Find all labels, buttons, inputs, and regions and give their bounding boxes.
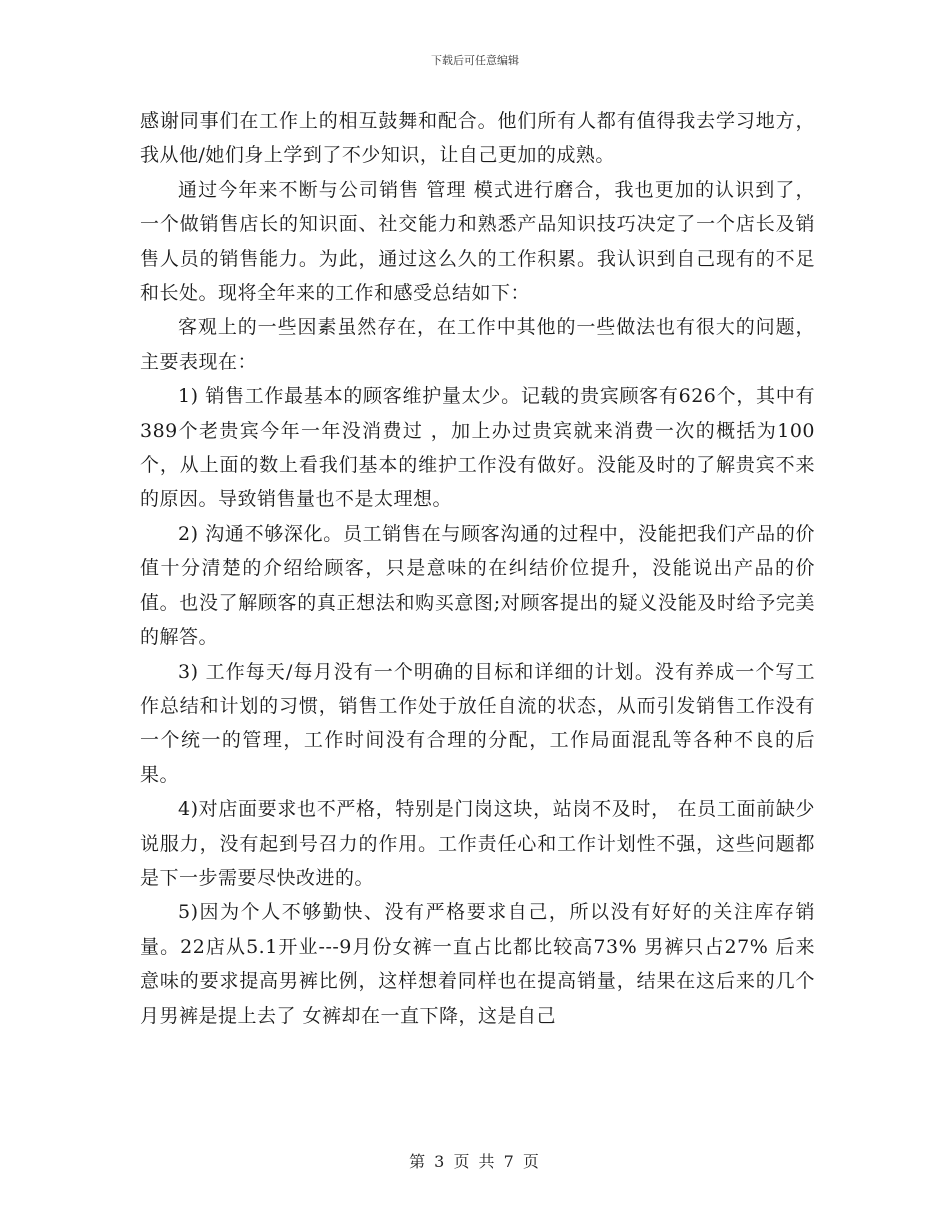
paragraph-item-3: 3) 工作每天/每月没有一个明确的目标和详细的计划。没有养成一个写工作总结和计划的习惯，销售工作处于放任自流的状态，从而引发销售工作没有一个统一的管理，工作时间没有合理的分配，工作局面混乱等各种不良的后果。 [140, 660, 815, 786]
paragraph-problems-lead: 客观上的一些因素虽然存在，在工作中其他的一些做法也有很大的问题，主要表现在： [140, 316, 815, 373]
paragraph-continuation: 感谢同事们在工作上的相互鼓舞和配合。他们所有人都有值得我去学习地方，我从他/她们身上学到了不少知识，让自己更加的成熟。 [140, 110, 815, 167]
page-header: 下载后可任意编辑 [431, 54, 519, 67]
paragraph-item-1: 1) 销售工作最基本的顾客维护量太少。记载的贵宾顾客有626个，其中有389个老贵宾今年一年没消费过 ，加上办过贵宾就来消费一次的概括为100个，从上面的数上看我们基本的维护工作没有做好。没能及时的了解贵宾不来的原因。导致销售量也不是太理想。 [140, 385, 815, 511]
document-body [140, 104, 815, 1033]
paragraph-item-5: 5)因为个人不够勤快、没有严格要求自己，所以没有好好的关注库存销量。22店从5.1开业---9月份女裤一直占比都比较高73% 男裤只占27% 后来意味的要求提高男裤比例，这样想着同样也在提高销量，结果在这后来的几个月男裤是提上去了 女裤却在一直下降，这是自己 [140, 901, 815, 1027]
paragraph-item-2: 2) 沟通不够深化。员工销售在与顾客沟通的过程中，没能把我们产品的价值十分清楚的介绍给顾客，只是意味的在纠结价位提升，没能说出产品的价值。也没了解顾客的真正想法和购买意图;对顾客提出的疑义没能及时给予完美的解答。 [140, 522, 815, 649]
page-number-footer: 第 3 页 共 7 页 [409, 1152, 541, 1171]
paragraph-intro: 通过今年来不断与公司销售 管理 模式进行磨合，我也更加的认识到了，一个做销售店长的知识面、社交能力和熟悉产品知识技巧决定了一个店长及销售人员的销售能力。为此，通过这么久的工作积累。我认识到自己现有的不足和长处。现将全年来的工作和感受总结如下： [140, 178, 815, 305]
paragraph-item-4: 4)对店面要求也不严格，特别是门岗这块，站岗不及时， 在员工面前缺少说服力，没有起到号召力的作用。工作责任心和工作计划性不强，这些问题都是下一步需要尽快改进的。 [140, 798, 815, 889]
